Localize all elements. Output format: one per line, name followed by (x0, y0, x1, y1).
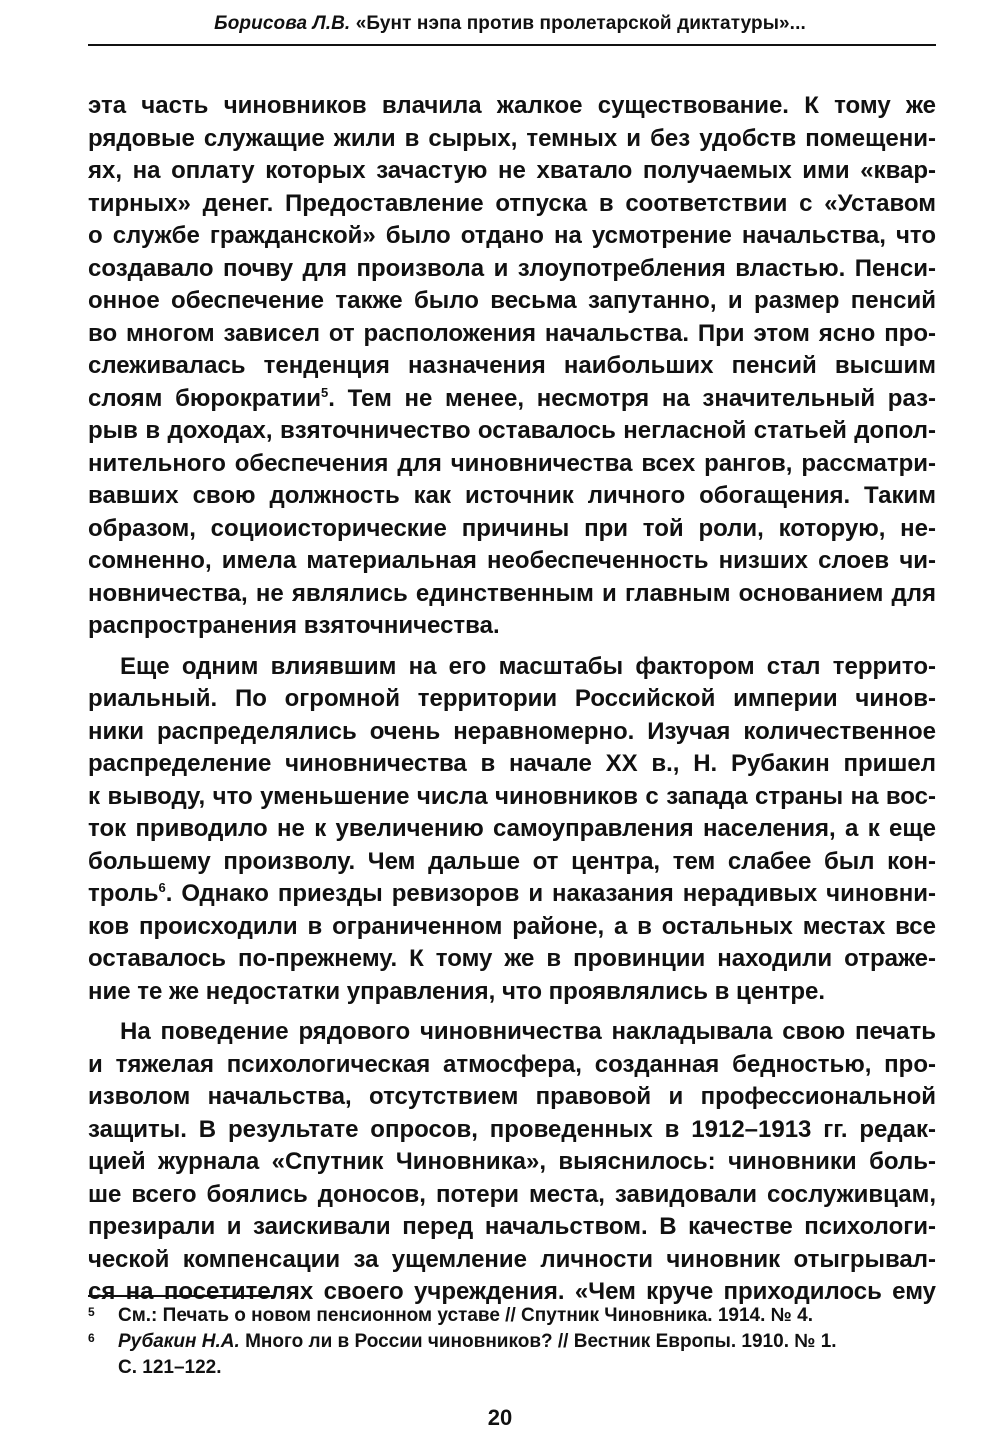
main-text (88, 90, 936, 1309)
footnote-rule (88, 1295, 274, 1297)
footnote-text-continued: С. 121–122. (118, 1357, 222, 1378)
text-line: нительного обеспечения для чиновничества всех рангов, рассматри- (88, 449, 936, 477)
text-line: онное обеспечение также было весьма запутанно, и размер пенсий (88, 287, 936, 314)
text-line: создавало почву для произвола и злоупотребления властью. Пенси- (88, 254, 936, 282)
text-line: рядовые служащие жили в сырых, темных и без удобств помещени- (88, 124, 936, 152)
text-line: слеживалась тенденция назначения наибольших пенсий высшим (88, 352, 936, 379)
footnote-ref-6[interactable]: 6 (158, 880, 166, 895)
paragraph-2 (88, 651, 936, 1009)
header-title: «Бунт нэпа против пролетарской диктатуры»... (355, 13, 806, 34)
text-line: ков происходили в ограниченном районе, а в остальных местах все (88, 912, 936, 940)
text-line: вавших свою должность как источник личного обогащения. Таким (88, 482, 936, 509)
footnote-text: Много ли в России чиновников? // Вестник Европы. 1910. № 1. (239, 1331, 837, 1352)
text-line: тирных» денег. Предоставление отпуска в соответствии с «Уставом (88, 189, 936, 217)
text-line: изволом начальства, отсутствием правовой и профессиональной (88, 1083, 936, 1110)
text-line: во многом зависел от расположения начальства. При этом ясно про- (88, 319, 936, 347)
text-line: риальный. По огромной территории Российской империи чинов- (88, 685, 936, 712)
text-line: распределение чиновничества в начале XX в., Н. Рубакин пришел (88, 750, 936, 777)
text-line: ше всего боялись доносов, потери места, завидовали сослуживцам, (88, 1180, 936, 1208)
text-line: рыв в доходах, взяточничество оставалось негласной статьей допол- (88, 417, 936, 444)
text-line: и тяжелая психологическая атмосфера, созданная бедностью, про- (88, 1050, 936, 1078)
text-fragment: . Тем не менее, несмотря на значительный раз- (328, 384, 937, 412)
text-line: ях, на оплату которых зачастую не хватало получаемых ими «квар- (88, 157, 936, 184)
text-line: Еще одним влиявшим на его масштабы фактором стал террито- (120, 652, 936, 680)
footnotes (88, 1303, 936, 1381)
text-fragment: слоям бюрократии (88, 384, 321, 412)
text-fragment: . Однако приезды ревизоров и наказания нерадивых чиновни- (165, 880, 936, 907)
footnote-5 (88, 1303, 936, 1329)
footnote-6 (88, 1329, 936, 1381)
text-line: На поведение рядового чиновничества накладывала свою печать (120, 1018, 936, 1045)
text-line: к выводу, что уменьшение числа чиновников с запада страны на вос- (88, 782, 936, 810)
text-line: большему произволу. Чем дальше от центра, тем слабее был кон- (88, 847, 936, 875)
footnote-mark: 6 (88, 1331, 95, 1345)
page-number: 20 (487, 1405, 513, 1430)
footnote-text: См.: Печать о новом пенсионном уставе // Спутник Чиновника. 1914. № 4. (118, 1305, 813, 1326)
text-line: распространения взяточничества. (88, 612, 500, 639)
text-line: цией журнала «Спутник Чиновника», выяснилось: чиновники боль- (88, 1148, 936, 1175)
footnote-author: Рубакин Н.А. (118, 1331, 240, 1352)
text-line: ники распределялись очень неравномерно. Изучая количественное (88, 717, 936, 745)
header-author: Борисова Л.В. (214, 13, 351, 34)
text-line: оставалось по-прежнему. К тому же в провинции находили отраже- (88, 945, 936, 972)
text-line: ческой компенсации за ущемление личности чиновник отыгрывал- (88, 1245, 936, 1273)
header-rule (88, 44, 936, 46)
text-line: защиты. В результате опросов, проведенных в 1912–1913 гг. редак- (88, 1115, 936, 1143)
text-line-with-footnote-ref (88, 878, 936, 911)
text-line: о службе гражданской» было отдано на усмотрение начальства, что (88, 222, 936, 249)
text-line: презирали и заискивали перед начальством. В качестве психологи- (88, 1213, 936, 1240)
paragraph-1 (88, 90, 936, 643)
footnote-ref-5[interactable]: 5 (321, 384, 329, 400)
text-line: ние те же недостатки управления, что проявлялись в центре. (88, 977, 826, 1005)
running-header (88, 10, 932, 38)
text-line: эта часть чиновников влачила жалкое существование. К тому же (88, 92, 936, 119)
text-line: ток приводило не к увеличению самоуправления населения, а к еще (88, 815, 936, 842)
text-line-with-footnote-ref (88, 383, 936, 416)
text-line: ся на посетителях своего учреждения. «Чем круче приходилось ему (88, 1278, 936, 1305)
text-fragment: троль (88, 880, 159, 907)
footnote-mark: 5 (88, 1305, 95, 1319)
text-line: сомненно, имела материальная необеспеченность низших слоев чи- (88, 547, 936, 574)
text-line: новничества, не являлись единственным и главным основанием для (88, 579, 936, 607)
paragraph-3 (88, 1016, 936, 1309)
text-line: образом, социоисторические причины при той роли, которую, не- (88, 514, 936, 542)
